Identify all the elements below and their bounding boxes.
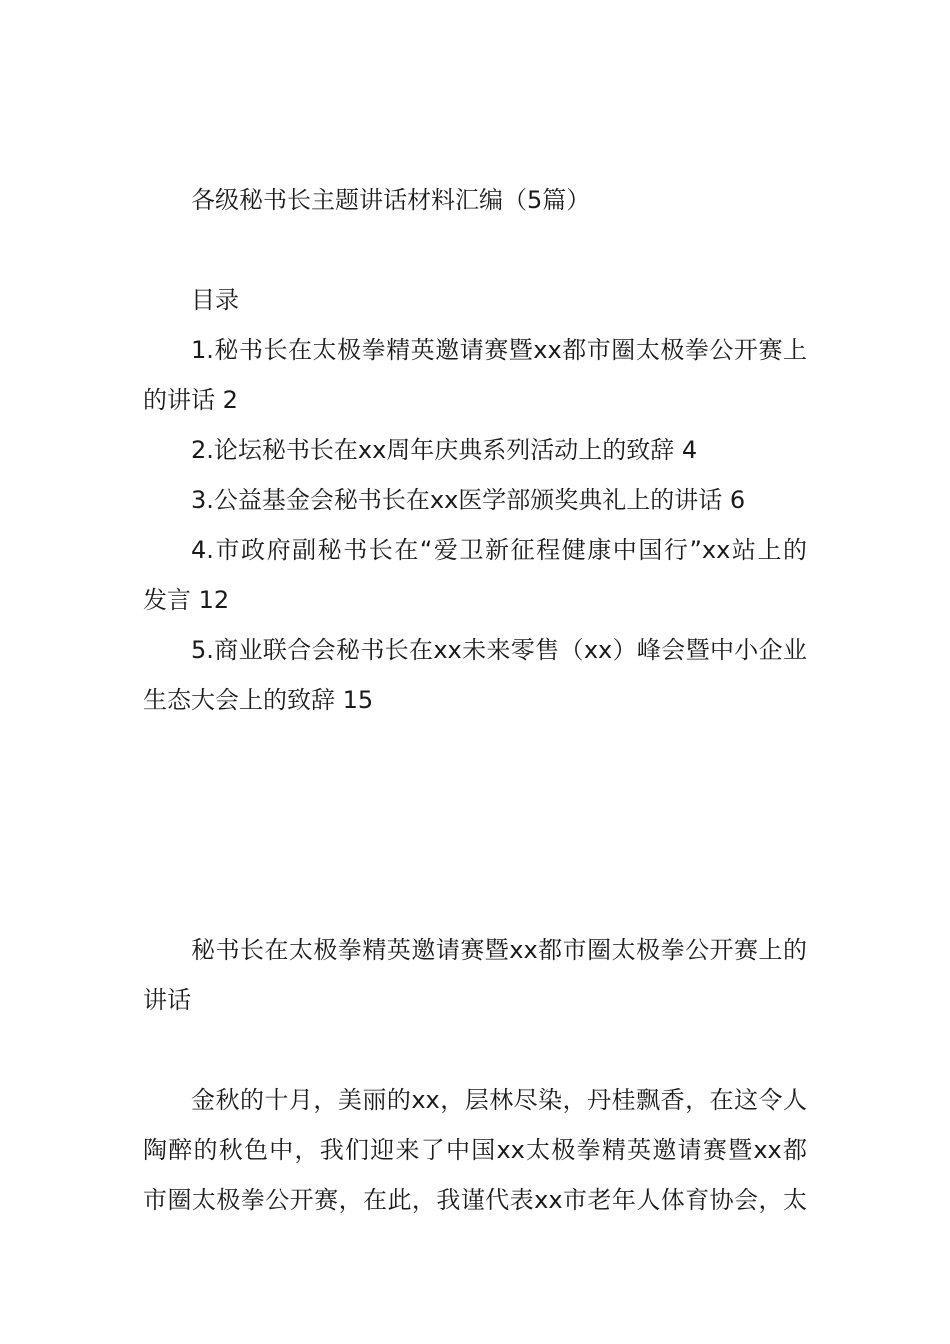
document-title: 各级秘书长主题讲话材料汇编（5篇） [191, 186, 591, 214]
toc-item-4[interactable]: 4.市政府副秘书长在“爱卫新征程健康中国行”xx站上的 [191, 536, 807, 564]
section-title: 秘书长在太极拳精英邀请赛暨xx都市圈太极拳公开赛上的 [191, 936, 807, 964]
toc-item-5[interactable]: 5.商业联合会秘书长在xx未来零售（xx）峰会暨中小企业 [191, 636, 807, 664]
toc-item-1-continuation[interactable]: 的讲话 2 [143, 386, 238, 414]
toc-item-4-continuation[interactable]: 发言 12 [143, 586, 230, 614]
body-paragraph-line: 金秋的十月，美丽的xx，层林尽染，丹桂飘香，在这令人 [191, 1086, 807, 1114]
section-title-continuation: 讲话 [143, 986, 191, 1014]
toc-item-1[interactable]: 1.秘书长在太极拳精英邀请赛暨xx都市圈太极拳公开赛上 [191, 336, 807, 364]
body-paragraph-line: 市圈太极拳公开赛，在此，我谨代表xx市老年人体育协会，太 [143, 1186, 807, 1214]
toc-item-5-continuation[interactable]: 生态大会上的致辞 15 [143, 686, 374, 714]
toc-heading: 目录 [191, 286, 239, 314]
toc-item-2[interactable]: 2.论坛秘书长在xx周年庆典系列活动上的致辞 4 [191, 436, 698, 464]
body-paragraph-line: 陶醉的秋色中，我们迎来了中国xx太极拳精英邀请赛暨xx都 [143, 1136, 807, 1164]
toc-item-3[interactable]: 3.公益基金会秘书长在xx医学部颁奖典礼上的讲话 6 [191, 486, 746, 514]
